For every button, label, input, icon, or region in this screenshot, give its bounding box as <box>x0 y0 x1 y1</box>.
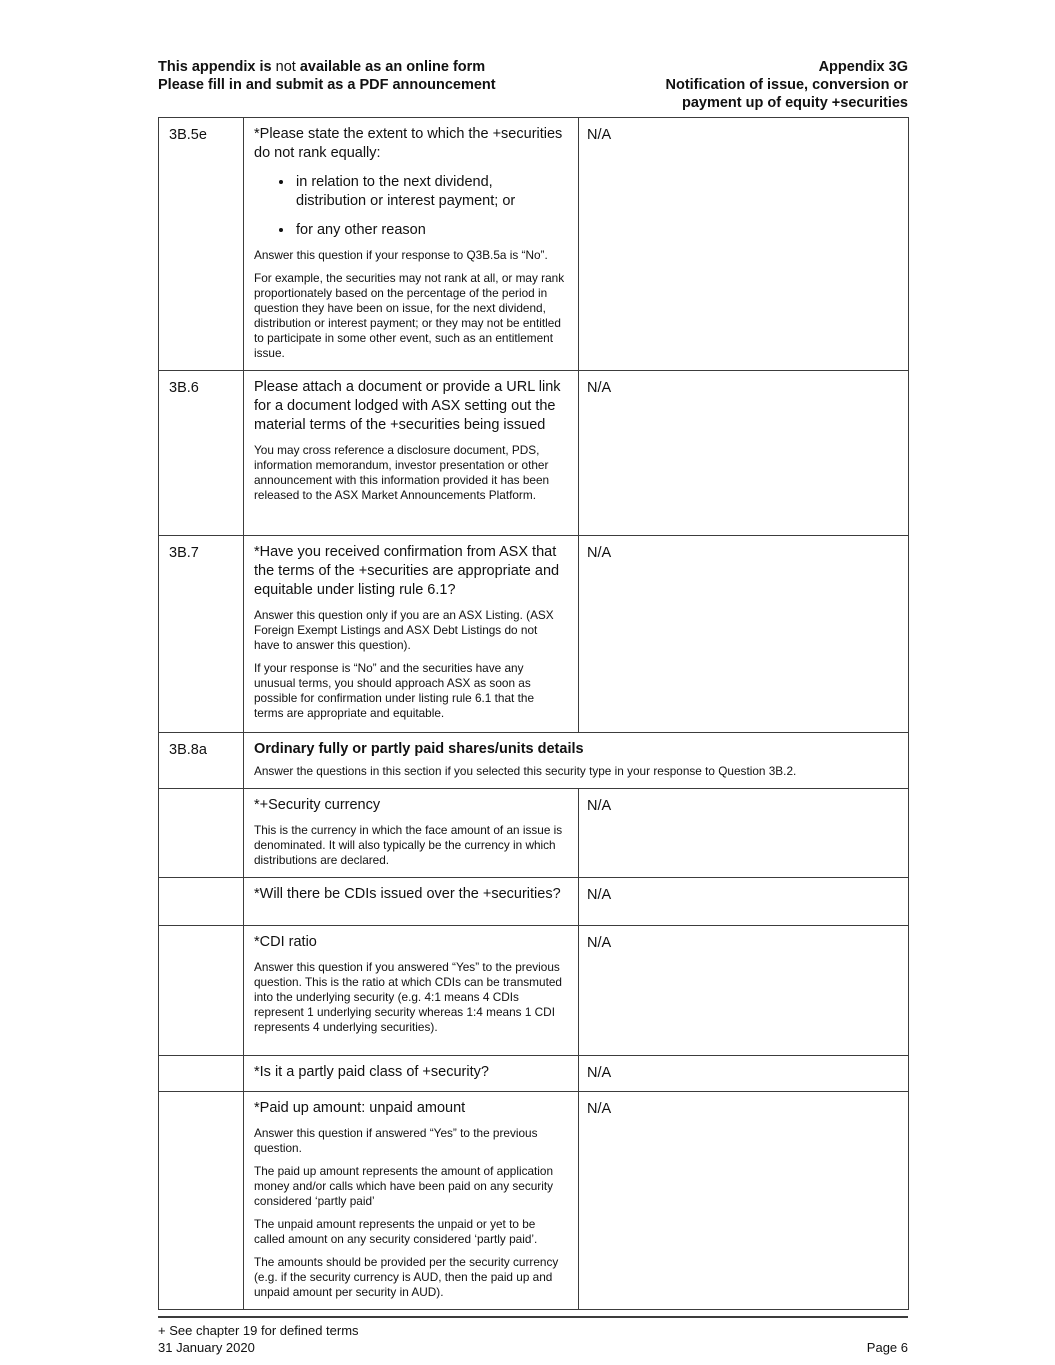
form-table <box>158 117 909 1310</box>
table-row-3b6 <box>159 371 909 536</box>
header-instruction-line1 <box>158 58 578 76</box>
answer-value: N/A <box>587 127 612 143</box>
question-cell <box>244 371 579 536</box>
question-note: Answer this question if you answered “Yes” to the previous question. This is the ratio at which CDIs can be transmuted into the underlying security (e.g. 4:1 means 4 CDIs represent 1 underlying security whereas 1:4 means 1 CDI represents 4 underlying securities). <box>254 960 562 1034</box>
question-text: *Paid up amount: unpaid amount <box>254 1100 466 1116</box>
table-row-paid-up-amount <box>159 1092 909 1310</box>
section-header-cell <box>244 733 909 789</box>
question-number: 3B.8a <box>159 733 244 789</box>
table-row-3b5e <box>159 118 909 371</box>
page-header <box>158 58 908 112</box>
answer-value: N/A <box>587 935 612 951</box>
question-note: The amounts should be provided per the security currency (e.g. if the security currency is AUD, then the paid up and unpaid amount per security in AUD). <box>254 1255 559 1299</box>
question-number <box>159 926 244 1056</box>
question-text: *Please state the extent to which the +securities do not rank equally: <box>254 126 563 161</box>
bullet-item: • for any other reason <box>294 221 566 240</box>
header-text-bold: This appendix is <box>158 59 276 75</box>
question-number <box>159 1092 244 1310</box>
question-number: 3B.6 <box>159 371 244 536</box>
section-title: Ordinary fully or partly paid shares/units details <box>254 741 584 757</box>
header-title <box>578 58 908 112</box>
table-row-cdis-issued <box>159 878 909 926</box>
appendix-title-line1: Notification of issue, conversion or <box>665 77 908 93</box>
footer-page-number: Page 6 <box>866 1340 908 1355</box>
table-row-cdi-ratio <box>159 926 909 1056</box>
answer-value: N/A <box>587 798 612 814</box>
header-text-bold: available as an online form <box>295 59 486 75</box>
table-row-3b8a-section <box>159 733 909 789</box>
question-note: If your response is “No” and the securities have any unusual terms, you should approach ASX as soon as possible for confirmation under listing rule 6.1 that the terms are appropriate and equitable. <box>254 661 535 720</box>
table-row-partly-paid-class <box>159 1056 909 1092</box>
question-note: This is the currency in which the face amount of an issue is denominated. It will also typically be the currency in which distributions are declared. <box>254 823 563 867</box>
answer-cell <box>579 118 909 371</box>
footer-date: 31 January 2020 <box>158 1340 255 1355</box>
appendix-title-line2: payment up of equity +securities <box>681 95 908 111</box>
question-note: For example, the securities may not rank at all, or may rank proportionately based on the percentage of the period in question they have been on issue, for the next dividend, distribution or interest payment; or they may not be entitled to participate in some other event, such as an entitlement issue. <box>254 271 565 360</box>
answer-value: N/A <box>587 887 612 903</box>
question-cell <box>244 926 579 1056</box>
header-text-regular: not <box>275 59 296 75</box>
answer-value: N/A <box>587 545 612 561</box>
answer-cell <box>579 789 909 878</box>
bullet-item: • in relation to the next dividend, distribution or interest payment; or <box>294 173 566 211</box>
footer-row <box>158 1339 908 1356</box>
question-number <box>159 878 244 926</box>
question-number: 3B.7 <box>159 536 244 733</box>
question-number: 3B.5e <box>159 118 244 371</box>
question-number <box>159 1056 244 1092</box>
question-note: Answer this question if your response to Q3B.5a is “No”. <box>254 248 548 262</box>
question-text: *CDI ratio <box>254 934 317 950</box>
answer-value: N/A <box>587 1065 612 1081</box>
page-content <box>158 58 908 1356</box>
question-number <box>159 789 244 878</box>
answer-value: N/A <box>587 380 612 396</box>
header-instruction-line2: Please fill in and submit as a PDF announcement <box>158 77 496 93</box>
question-text: Please attach a document or provide a URL link for a document lodged with ASX setting out the material terms of the +securities being issued <box>254 379 561 433</box>
answer-cell <box>579 878 909 926</box>
question-text: *Is it a partly paid class of +security? <box>254 1064 489 1080</box>
question-text: *+Security currency <box>254 797 381 813</box>
appendix-number: Appendix 3G <box>818 59 908 75</box>
question-cell <box>244 789 579 878</box>
question-cell <box>244 536 579 733</box>
page-footer <box>158 1316 908 1356</box>
table-row-security-currency <box>159 789 909 878</box>
question-text: *Will there be CDIs issued over the +securities? <box>254 886 561 902</box>
answer-value: N/A <box>587 1101 612 1117</box>
answer-cell <box>579 371 909 536</box>
section-note: Answer the questions in this section if you selected this security type in your response to Question 3B.2. <box>254 764 797 778</box>
question-note: The unpaid amount represents the unpaid or yet to be called amount on any security considered ‘partly paid’. <box>254 1217 538 1246</box>
question-note: The paid up amount represents the amount of application money and/or calls which have been paid on any security considered ‘partly paid’ <box>254 1164 554 1208</box>
defined-terms-note: + See chapter 19 for defined terms <box>158 1323 359 1338</box>
question-cell <box>244 1092 579 1310</box>
question-cell <box>244 118 579 371</box>
answer-cell <box>579 926 909 1056</box>
answer-cell <box>579 536 909 733</box>
answer-cell <box>579 1092 909 1310</box>
table-row-3b7 <box>159 536 909 733</box>
question-note: Answer this question if answered “Yes” to the previous question. <box>254 1126 538 1155</box>
header-instructions <box>158 58 578 94</box>
bullet-list <box>254 173 566 240</box>
question-text: *Have you received confirmation from ASX that the terms of the +securities are appropriate and equitable under listing rule 6.1? <box>254 544 560 598</box>
question-cell <box>244 1056 579 1092</box>
question-note: You may cross reference a disclosure document, PDS, information memorandum, investor presentation or other announcement with this information provided it has been released to the ASX Market Announcements Platform. <box>254 443 550 502</box>
question-cell <box>244 878 579 926</box>
question-note: Answer this question only if you are an ASX Listing. (ASX Foreign Exempt Listings and ASX Debt Listings do not have to answer this question). <box>254 608 554 652</box>
answer-cell <box>579 1056 909 1092</box>
